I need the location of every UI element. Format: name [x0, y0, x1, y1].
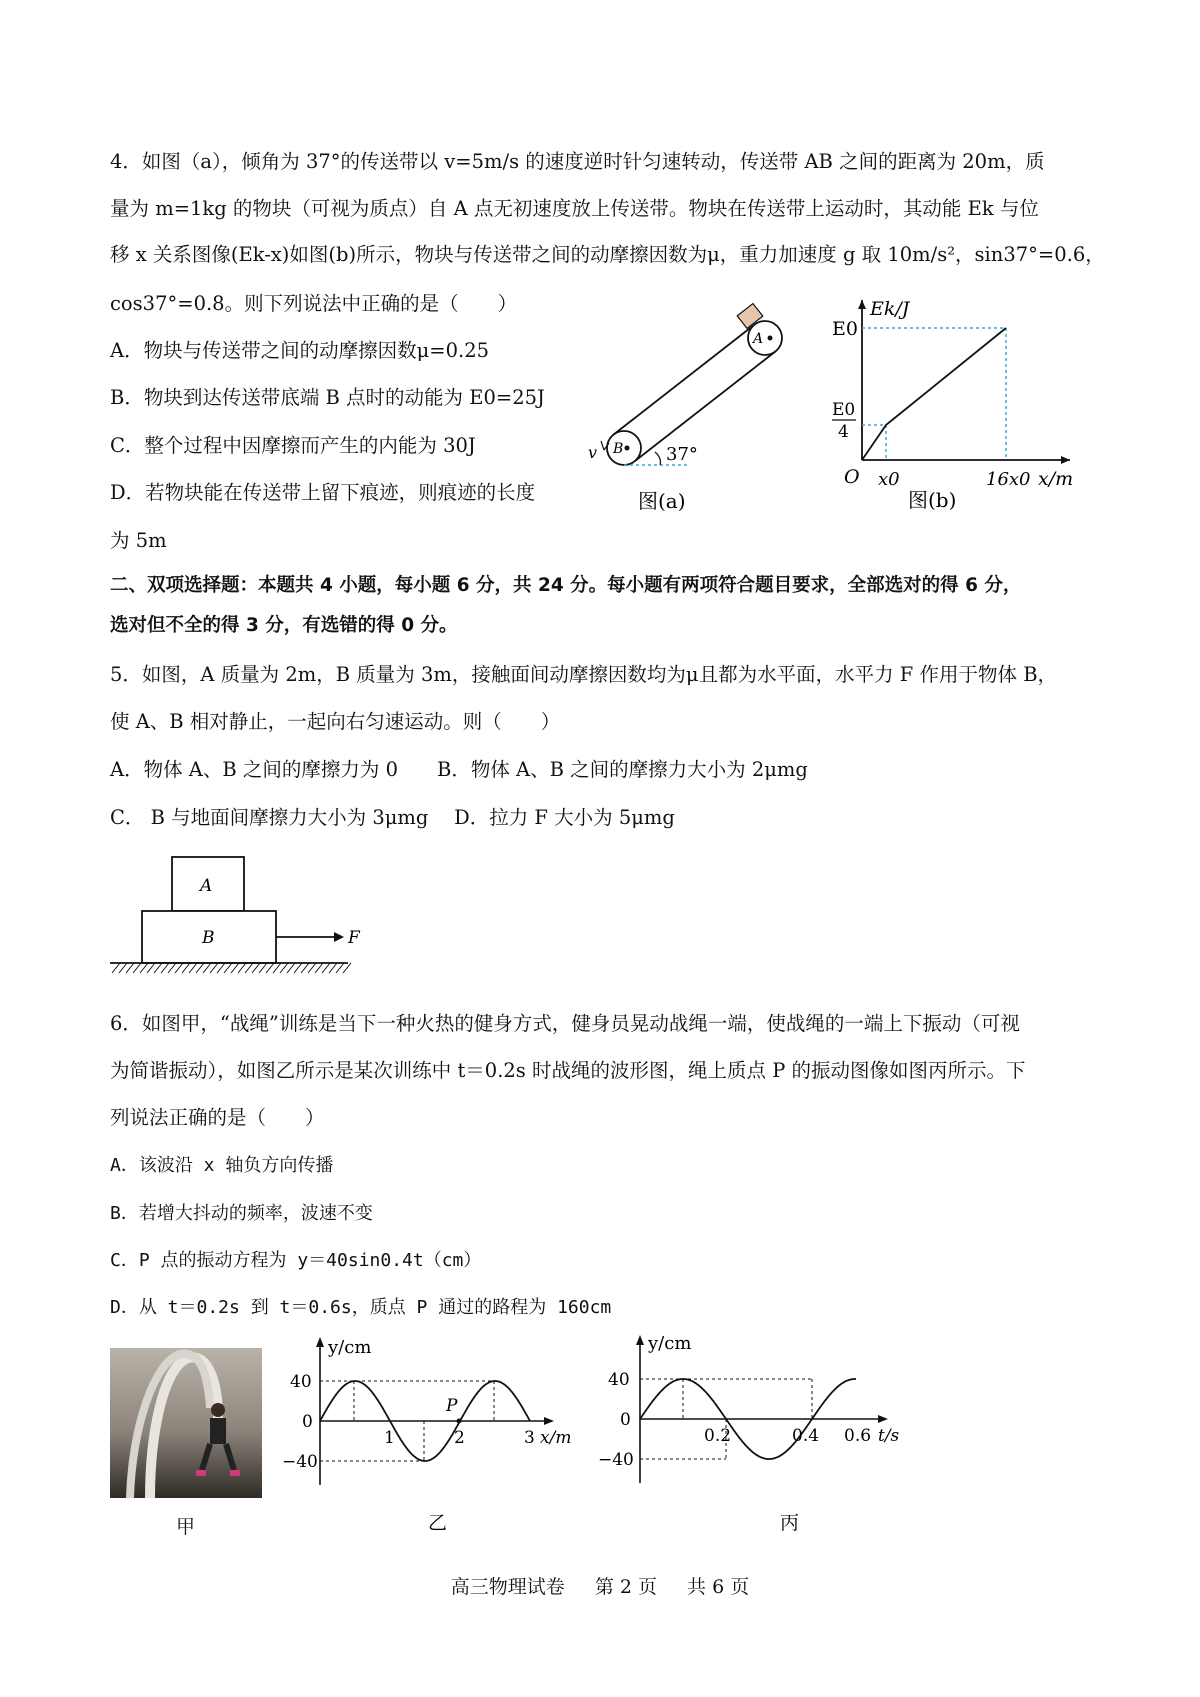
q6-figure-yi [280, 1335, 590, 1540]
ground-hatch-line [217, 963, 225, 973]
point-p-label: P [446, 1396, 458, 1416]
ground-hatch-line [308, 963, 316, 973]
bing-x-arrow-icon [878, 1415, 888, 1423]
footer-total: 共 6 页 [687, 1576, 750, 1598]
bing-tick-x-0.6: 0.6 [844, 1426, 872, 1446]
ground-hatch-line [329, 963, 337, 973]
q4-option-b: B．物块到达传送带底端 B 点时的动能为 E0=25J [110, 386, 545, 409]
q6-stem-line3: 列说法正确的是（ ） [110, 1106, 325, 1129]
bing-tick-y-0: 0 [620, 1410, 631, 1430]
tick-e0-over-4-numerator: E0 [832, 400, 856, 420]
caption-bing: 丙 [780, 1512, 800, 1534]
ground-hatch-line [196, 963, 204, 973]
battle-rope-illustration [110, 1348, 262, 1498]
section2-header-line2: 选对但不全的得 3 分，有选错的得 0 分。 [110, 615, 458, 636]
tick-16x0: 16x0 [986, 469, 1031, 490]
label-block-b: B [202, 928, 215, 948]
ground-hatch-line [168, 963, 176, 973]
ground-hatch-line [315, 963, 323, 973]
tick-e0-over-4-denominator: 4 [838, 422, 849, 442]
bing-y-arrow-icon [636, 1335, 644, 1345]
force-arrow-icon [334, 932, 344, 942]
ground-hatch-line [203, 963, 211, 973]
x-axis-arrow-icon [1061, 456, 1070, 464]
ground-hatch-line [266, 963, 274, 973]
ground-hatch-line [126, 963, 134, 973]
q6-option-d: D．从 t＝0.2s 到 t＝0.6s，质点 P 通过的路程为 160cm [110, 1297, 612, 1318]
ground-hatch [112, 963, 351, 973]
q6-option-c: C．P 点的振动方程为 y＝40sin0.4t（cm） [110, 1250, 482, 1271]
ground-hatch-line [343, 963, 351, 973]
ground-hatch-line [161, 963, 169, 973]
yi-y-label: y/cm [328, 1337, 372, 1358]
ground-hatch-line [273, 963, 281, 973]
ground-hatch-line [280, 963, 288, 973]
ground-hatch-line [182, 963, 190, 973]
q4-figure-a [580, 300, 810, 520]
q5-stem-line2: 使 A、B 相对静止，一起向右匀速运动。则（ ） [110, 710, 561, 733]
ground-hatch-line [301, 963, 309, 973]
ground-hatch-line [119, 963, 127, 973]
q4-option-c: C．整个过程中因摩擦而产生的内能为 30J [110, 434, 476, 457]
label-block-a: A [200, 876, 213, 896]
bing-tick-x-0.2: 0.2 [704, 1426, 732, 1446]
q5-options-ab: A．物体 A、B 之间的摩擦力为 0 B．物体 A、B 之间的摩擦力大小为 2μmg [110, 758, 808, 781]
yi-tick-y-40: 40 [290, 1372, 312, 1392]
angle-label: 37° [666, 444, 698, 465]
yi-tick-x-3: 3 [524, 1428, 535, 1448]
yi-tick-y-0: 0 [302, 1412, 313, 1432]
q6-option-a: A．该波沿 x 轴负方向传播 [110, 1155, 334, 1176]
ground-hatch-line [259, 963, 267, 973]
q4-option-a: A．物块与传送带之间的动摩擦因数μ=0.25 [110, 339, 490, 362]
bing-x-label: t/s [878, 1426, 900, 1446]
yi-x-arrow-icon [544, 1417, 554, 1425]
ground-hatch-line [231, 963, 239, 973]
ground-hatch-line [252, 963, 260, 973]
origin-label: O [844, 466, 860, 488]
ground-hatch-line [140, 963, 148, 973]
x-axis-label: x/m [1038, 468, 1074, 490]
ground-hatch-line [147, 963, 155, 973]
q6-option-b: B．若增大抖动的频率，波速不变 [110, 1203, 373, 1224]
angle-arc [655, 452, 660, 465]
ground-hatch-line [322, 963, 330, 973]
yi-tick-x-1: 1 [384, 1428, 395, 1448]
bing-tick-y-40: 40 [608, 1370, 630, 1390]
battle-rope-photo [110, 1348, 262, 1498]
tick-x0: x0 [878, 469, 900, 490]
yi-y-arrow-icon [316, 1337, 324, 1347]
yi-tick-y-minus40: −40 [282, 1452, 318, 1472]
ground-hatch-line [294, 963, 302, 973]
q4-stem-line2: 量为 m=1kg 的物块（可视为质点）自 A 点无初速度放上传送带。物块在传送带上运动时，其动能 Ek 与位 [110, 197, 1039, 220]
ground-hatch-line [133, 963, 141, 973]
ground-hatch-line [189, 963, 197, 973]
page-footer [0, 1572, 1200, 1599]
ground-hatch-line [336, 963, 344, 973]
bing-tick-y-minus40: −40 [598, 1450, 634, 1470]
y-axis-arrow-icon [858, 300, 866, 309]
label-a: A [753, 331, 764, 347]
q5-stem-line1: 5．如图，A 质量为 2m，B 质量为 3m，接触面间动摩擦因数均为μ且都为水平面，水平力 F 作用于物体 B， [110, 663, 1058, 686]
caption-jia: 甲 [176, 1516, 196, 1538]
ground-hatch-line [245, 963, 253, 973]
ek-curve [862, 328, 1006, 460]
figure-a-caption: 图(a) [638, 489, 686, 513]
caption-yi: 乙 [428, 1512, 448, 1534]
ground-hatch-line [224, 963, 232, 973]
q5-figure [108, 855, 378, 980]
bing-tick-x-0.4: 0.4 [792, 1426, 820, 1446]
q4-stem-line1: 4．如图（a），倾角为 37°的传送带以 v=5m/s 的速度逆时针匀速转动，传送带 AB 之间的距离为 20m，质 [110, 150, 1045, 173]
ground-hatch-line [112, 963, 120, 973]
ground-hatch-line [287, 963, 295, 973]
footer-title: 高三物理试卷 [450, 1576, 565, 1598]
section2-header-line1: 二、双项选择题：本题共 4 小题，每小题 6 分，共 24 分。每小题有两项符合题目要求，全部选对的得 6 分， [110, 575, 1022, 596]
label-b: B [613, 441, 624, 457]
point-p [457, 1419, 462, 1424]
ground-hatch-line [175, 963, 183, 973]
q6-stem-line1: 6．如图甲，“战绳”训练是当下一种火热的健身方式，健身员晃动战绳一端，使战绳的一端上下振动（可视 [110, 1012, 1020, 1035]
q4-stem-line3: 移 x 关系图像(Ek-x)如图(b)所示，物块与传送带之间的动摩擦因数为μ，重力加速度 g 取 10m/s²，sin37°=0.6， [110, 243, 1105, 266]
q4-option-d-line1: D．若物块能在传送带上留下痕迹，则痕迹的长度 [110, 481, 536, 504]
yi-x-label: x/m [540, 1428, 572, 1448]
bing-y-label: y/cm [648, 1333, 692, 1354]
q5-options-cd: C． B 与地面间摩擦力大小为 3μmg D．拉力 F 大小为 5μmg [110, 806, 675, 829]
y-axis-label: Ek/J [870, 298, 910, 320]
tick-e0: E0 [832, 318, 858, 340]
q6-stem-line2: 为简谐振动），如图乙所示是某次训练中 t＝0.2s 时战绳的波形图，绳上质点 P 的振动图像如图丙所示。下 [110, 1059, 1026, 1082]
figure-b-caption: 图(b) [908, 488, 957, 512]
q4-stem-line4: cos37°=0.8。则下列说法中正确的是（ ） [110, 292, 518, 315]
label-force: F [348, 928, 360, 948]
ground-hatch-line [210, 963, 218, 973]
footer-page: 第 2 页 [594, 1576, 657, 1598]
ground-hatch-line [154, 963, 162, 973]
q6-figure-bing [596, 1333, 926, 1540]
ground-hatch-line [238, 963, 246, 973]
label-v: v [588, 443, 598, 462]
q4-option-d-line2: 为 5m [110, 529, 167, 552]
yi-tick-x-2: 2 [454, 1428, 465, 1448]
q4-figure-b [820, 295, 1090, 520]
